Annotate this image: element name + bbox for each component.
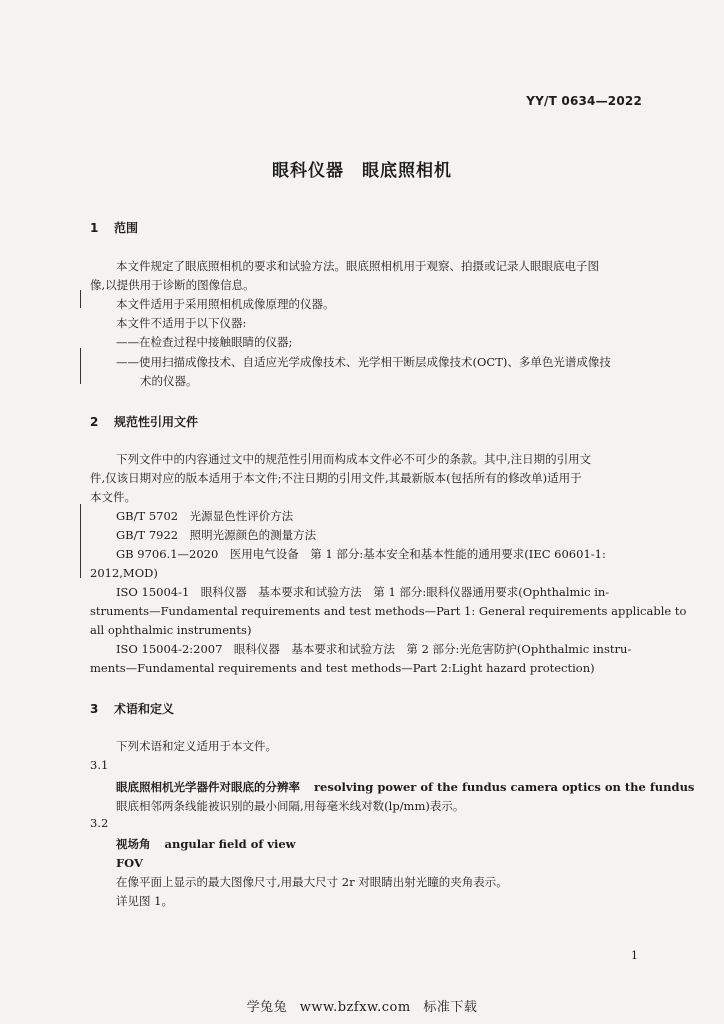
- term-number: 3.1: [90, 758, 109, 772]
- references-intro-cont: 件,仅该日期对应的版本适用于本文件;不注日期的引用文件,其最新版本(包括所有的修改单)适用于: [90, 471, 582, 485]
- terms-intro: 下列术语和定义适用于本文件。: [116, 739, 277, 753]
- section-number: 3: [90, 702, 99, 716]
- reference-gb-9706-1-cont: 2012,MOD): [90, 566, 158, 580]
- reference-gb-9706-1: GB 9706.1—2020 医用电气设备 第 1 部分:基本安全和基本性能的通用要求(IEC 60601-1:: [116, 547, 606, 561]
- page-title: 眼科仪器 眼底照相机: [272, 161, 452, 181]
- change-bar: [80, 290, 81, 308]
- footer-site-name: 学兔兔: [246, 1000, 288, 1015]
- term-en: angular field of view: [164, 837, 296, 851]
- reference-iso-15004-2: ISO 15004-2:2007 眼科仪器 基本要求和试验方法 第 2 部分:光危害防护(Ophthalmic instru-: [116, 642, 632, 656]
- scope-dash-item-2-cont: 术的仪器。: [140, 374, 198, 388]
- term-3-2-see-figure: 详见图 1。: [116, 894, 173, 908]
- reference-iso-15004-1-cont: struments—Fundamental requirements and test methods—Part 1: General requirements applicable to: [90, 604, 687, 618]
- section-title: 范围: [114, 221, 139, 235]
- page-number: 1: [631, 949, 638, 962]
- term-number: 3.2: [90, 816, 109, 830]
- document-code: YY/T 0634—2022: [526, 94, 642, 108]
- term-zh: 眼底照相机光学器件对眼底的分辨率: [116, 780, 300, 794]
- scope-paragraph-1: 本文件规定了眼底照相机的要求和试验方法。眼底照相机用于观察、拍摄或记录人眼眼底电子图: [116, 259, 599, 273]
- scope-paragraph-2: 本文件适用于采用照相机成像原理的仪器。: [116, 297, 335, 311]
- references-intro-end: 本文件。: [90, 490, 136, 504]
- term-3-2-heading: [116, 834, 296, 854]
- term-3-2-abbreviation: FOV: [116, 856, 143, 870]
- scope-dash-item-2: ——使用扫描成像技术、自适应光学成像技术、光学相干断层成像技术(OCT)、多单色光谱成像技: [116, 355, 611, 369]
- reference-gb-t-5702: GB/T 5702 光源显色性评价方法: [116, 509, 294, 523]
- scope-paragraph-3: 本文件不适用于以下仪器:: [116, 316, 247, 330]
- reference-iso-15004-2-cont: ments—Fundamental requirements and test methods—Part 2:Light hazard protection): [90, 661, 595, 675]
- footer-watermark: [0, 996, 724, 1015]
- term-3-1-definition: 眼底相邻两条线能被识别的最小间隔,用每毫米线对数(lp/mm)表示。: [116, 799, 465, 813]
- section-3-heading: [90, 700, 174, 717]
- section-number: 2: [90, 415, 99, 429]
- section-number: 1: [90, 221, 99, 235]
- section-title: 规范性引用文件: [114, 415, 199, 429]
- change-bar: [80, 504, 81, 578]
- section-2-heading: [90, 413, 198, 430]
- footer-label: 标准下载: [423, 1000, 478, 1015]
- term-en: resolving power of the fundus camera optics on the fundus: [314, 780, 695, 794]
- reference-iso-15004-1-end: all ophthalmic instruments): [90, 623, 252, 637]
- scope-paragraph-1-cont: 像,以提供用于诊断的图像信息。: [90, 278, 255, 292]
- section-1-heading: [90, 219, 138, 236]
- change-bar: [80, 348, 81, 384]
- term-zh: 视场角: [116, 837, 151, 851]
- footer-url[interactable]: www.bzfxw.com: [299, 1000, 411, 1015]
- term-3-2-definition: 在像平面上显示的最大图像尺寸,用最大尺寸 2r 对眼睛出射光瞳的夹角表示。: [116, 875, 508, 889]
- scope-dash-item-1: ——在检查过程中接触眼睛的仪器;: [116, 335, 293, 349]
- references-intro: 下列文件中的内容通过文中的规范性引用而构成本文件必不可少的条款。其中,注日期的引用文: [116, 452, 592, 466]
- reference-gb-t-7922: GB/T 7922 照明光源颜色的测量方法: [116, 528, 317, 542]
- section-title: 术语和定义: [114, 702, 175, 716]
- term-3-1-heading: [116, 777, 694, 797]
- reference-iso-15004-1: ISO 15004-1 眼科仪器 基本要求和试验方法 第 1 部分:眼科仪器通用要求(Ophthalmic in-: [116, 585, 610, 599]
